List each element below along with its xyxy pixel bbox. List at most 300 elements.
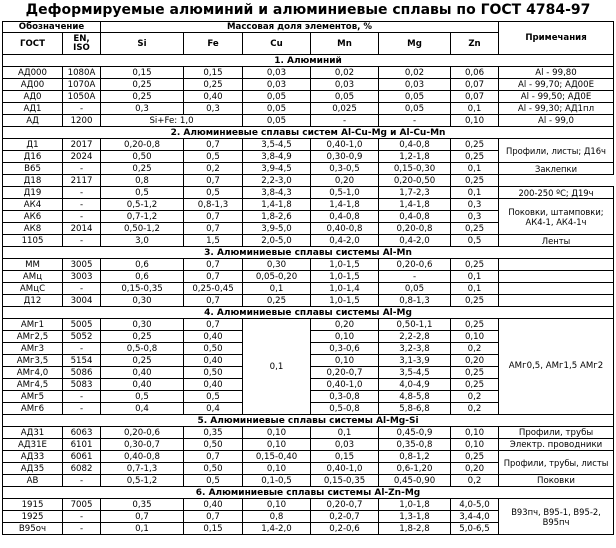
si-cell: 0,30-0,7 xyxy=(101,439,184,451)
zn-cell: 5,0-6,5 xyxy=(451,523,499,535)
note-cell: Al - 99,50; АД0Е xyxy=(499,91,614,103)
mg-cell: 4,8-5,8 xyxy=(379,391,451,403)
table-row xyxy=(3,427,614,439)
mg-cell: 0,20-0,8 xyxy=(379,223,451,235)
note-cell: Al - 99,30; АД1пл xyxy=(499,103,614,115)
si-cell: 0,25 xyxy=(101,91,184,103)
mg-cell: 0,4-0,8 xyxy=(379,211,451,223)
gost-cell: ММ xyxy=(3,259,63,271)
fe-cell: 0,7 xyxy=(184,451,243,463)
si-cell: 0,5 xyxy=(101,391,184,403)
fe-cell: 0,25-0,45 xyxy=(184,283,243,295)
fe-cell: 0,15 xyxy=(184,67,243,79)
note-cell: Профили, трубы xyxy=(499,427,614,439)
en-iso-cell: 6063 xyxy=(63,427,101,439)
gost-cell: 1105 xyxy=(3,235,63,247)
en-iso-cell: 3005 xyxy=(63,259,101,271)
mn-cell: 0,4-2,0 xyxy=(311,235,379,247)
table-row xyxy=(3,139,614,151)
en-iso-cell: - xyxy=(63,163,101,175)
gost-cell: АМг4,5 xyxy=(3,379,63,391)
mg-cell: 0,35-0,8 xyxy=(379,439,451,451)
table-row xyxy=(3,187,614,199)
mn-cell: 0,20-0,7 xyxy=(311,499,379,511)
zn-cell: 0,2 xyxy=(451,343,499,355)
mg-cell: - xyxy=(379,115,451,127)
cu-cell: 3,8-4,9 xyxy=(243,151,311,163)
fe-cell: 0,40 xyxy=(184,91,243,103)
en-iso-cell: 5005 xyxy=(63,319,101,331)
mn-cell: 0,1 xyxy=(311,427,379,439)
fe-cell: 0,40 xyxy=(184,379,243,391)
table-row xyxy=(3,259,614,271)
cu-cell: 0,1 xyxy=(243,319,311,415)
cu-cell: 0,03 xyxy=(243,79,311,91)
zn-cell: 0,2 xyxy=(451,475,499,487)
zn-cell: 3,4-4,0 xyxy=(451,511,499,523)
mn-cell: 0,15-0,35 xyxy=(311,475,379,487)
header-cu: Cu xyxy=(243,33,311,55)
zn-cell: 0,25 xyxy=(451,139,499,151)
cu-cell: 0,05 xyxy=(243,103,311,115)
si-cell: 0,5-0,8 xyxy=(101,343,184,355)
fe-cell: 0,8-1,3 xyxy=(184,199,243,211)
table-body xyxy=(3,55,614,535)
gost-cell: АД31 xyxy=(3,427,63,439)
header-zn: Zn xyxy=(451,33,499,55)
si-cell: 0,50-1,2 xyxy=(101,223,184,235)
note-cell: Заклепки xyxy=(499,163,614,175)
fe-cell: 0,7 xyxy=(184,295,243,307)
si-cell: 0,15 xyxy=(101,67,184,79)
si-cell: 0,20-0,6 xyxy=(101,427,184,439)
table-row xyxy=(3,271,614,283)
note-cell xyxy=(499,295,614,307)
fe-cell: 0,7 xyxy=(184,175,243,187)
note-cell: АМг0,5, АМг1,5 АМг2 xyxy=(499,319,614,415)
en-iso-cell: 7005 xyxy=(63,499,101,511)
mg-cell: 4,0-4,9 xyxy=(379,379,451,391)
si-cell: 0,5-1,2 xyxy=(101,475,184,487)
zn-cell: 0,25 xyxy=(451,151,499,163)
table-row xyxy=(3,115,614,127)
en-iso-cell: - xyxy=(63,511,101,523)
mg-cell: 1,2-1,8 xyxy=(379,151,451,163)
mn-cell: 0,03 xyxy=(311,79,379,91)
si-cell: 0,40-0,8 xyxy=(101,451,184,463)
table-row xyxy=(3,103,614,115)
note-cell: Ленты xyxy=(499,235,614,247)
section-title-row xyxy=(3,247,614,259)
en-iso-cell: 2024 xyxy=(63,151,101,163)
header-mn: Mn xyxy=(311,33,379,55)
mn-cell: 0,20-0,7 xyxy=(311,367,379,379)
note-cell: Поковки, штамповки; АК4-1, АК4-1ч xyxy=(499,199,614,235)
gost-cell: 1925 xyxy=(3,511,63,523)
si-cell: 0,35 xyxy=(101,499,184,511)
fe-cell: 0,5 xyxy=(184,391,243,403)
mn-cell: 0,05 xyxy=(311,91,379,103)
table-row xyxy=(3,175,614,187)
zn-cell: 0,1 xyxy=(451,271,499,283)
mg-cell: 0,6-1,20 xyxy=(379,463,451,475)
si-cell: 0,20-0,8 xyxy=(101,139,184,151)
cu-cell: 0,25 xyxy=(243,295,311,307)
si-cell: 0,3 xyxy=(101,103,184,115)
gost-cell: АД31Е xyxy=(3,439,63,451)
mn-cell: 1,0-1,5 xyxy=(311,295,379,307)
mg-cell: 0,20-0,50 xyxy=(379,175,451,187)
section-title-row xyxy=(3,307,614,319)
zn-cell: 0,25 xyxy=(451,367,499,379)
si-cell: 0,40 xyxy=(101,379,184,391)
zn-cell: 0,25 xyxy=(451,451,499,463)
note-cell: Al - 99,80 xyxy=(499,67,614,79)
mg-cell: 0,8-1,3 xyxy=(379,295,451,307)
table-row xyxy=(3,319,614,331)
gost-cell: АК6 xyxy=(3,211,63,223)
si-cell: 0,25 xyxy=(101,163,184,175)
mg-cell: 3,2-3,8 xyxy=(379,343,451,355)
gost-cell: В65 xyxy=(3,163,63,175)
zn-cell: 0,25 xyxy=(451,379,499,391)
zn-cell: 0,5 xyxy=(451,235,499,247)
en-iso-cell: - xyxy=(63,103,101,115)
zn-cell: 0,2 xyxy=(451,403,499,415)
zn-cell: 0,1 xyxy=(451,163,499,175)
note-cell: Al - 99,70; АД00Е xyxy=(499,79,614,91)
table-row xyxy=(3,283,614,295)
fe-cell: 0,3 xyxy=(184,103,243,115)
mg-cell: 1,8-2,8 xyxy=(379,523,451,535)
en-iso-cell: 2014 xyxy=(63,223,101,235)
header-notes: Примечания xyxy=(499,22,614,55)
section-title: 2. Алюминиевые сплавы систем Al-Cu-Mg и Al-Cu-Mn xyxy=(3,127,614,139)
en-iso-cell: 5083 xyxy=(63,379,101,391)
gost-cell: Д18 xyxy=(3,175,63,187)
si-cell: 0,7-1,2 xyxy=(101,211,184,223)
mg-cell: 3,5-4,5 xyxy=(379,367,451,379)
header-gost: ГОСТ xyxy=(3,33,63,55)
fe-cell: 0,5 xyxy=(184,475,243,487)
mn-cell: 0,40-1,0 xyxy=(311,463,379,475)
cu-cell: 3,8-4,3 xyxy=(243,187,311,199)
zn-cell: 0,25 xyxy=(451,259,499,271)
mn-cell: 0,03 xyxy=(311,439,379,451)
si-cell: 0,15-0,35 xyxy=(101,283,184,295)
en-iso-cell: 3003 xyxy=(63,271,101,283)
gost-cell: 1915 xyxy=(3,499,63,511)
si-cell: 0,5 xyxy=(101,187,184,199)
gost-cell: АД33 xyxy=(3,451,63,463)
gost-cell: В95оч xyxy=(3,523,63,535)
gost-cell: АМг6 xyxy=(3,403,63,415)
table-row xyxy=(3,235,614,247)
mn-cell: 1,0-1,4 xyxy=(311,283,379,295)
en-iso-cell: - xyxy=(63,283,101,295)
table-row xyxy=(3,499,614,511)
mg-cell: 0,8-1,2 xyxy=(379,451,451,463)
mg-cell: - xyxy=(379,271,451,283)
cu-cell: 0,03 xyxy=(243,67,311,79)
si-cell: 0,30 xyxy=(101,319,184,331)
fe-cell: 0,7 xyxy=(184,139,243,151)
section-title-row xyxy=(3,415,614,427)
mn-cell: 0,20 xyxy=(311,319,379,331)
table-row xyxy=(3,67,614,79)
fe-cell: 0,7 xyxy=(184,211,243,223)
note-cell xyxy=(499,259,614,271)
cu-cell: 3,5-4,5 xyxy=(243,139,311,151)
gost-cell: Д19 xyxy=(3,187,63,199)
cu-cell: 0,05 xyxy=(243,91,311,103)
mn-cell: 0,40-0,8 xyxy=(311,223,379,235)
en-iso-cell: 3004 xyxy=(63,295,101,307)
si-cell: 0,8 xyxy=(101,175,184,187)
mn-cell: 0,4-0,8 xyxy=(311,211,379,223)
mg-cell: 0,4-0,8 xyxy=(379,139,451,151)
mg-cell: 0,05 xyxy=(379,283,451,295)
en-iso-cell: 5052 xyxy=(63,331,101,343)
fe-cell: 0,15 xyxy=(184,523,243,535)
fe-cell: 0,40 xyxy=(184,499,243,511)
mg-cell: 3,1-3,9 xyxy=(379,355,451,367)
fe-cell: 0,50 xyxy=(184,439,243,451)
mn-cell: 1,0-1,5 xyxy=(311,259,379,271)
en-iso-cell: - xyxy=(63,403,101,415)
mg-cell: 0,05 xyxy=(379,91,451,103)
en-iso-cell: 1080A xyxy=(63,67,101,79)
mn-cell: 0,40-1,0 xyxy=(311,379,379,391)
section-title-row xyxy=(3,487,614,499)
section-title: 6. Алюминиевые сплавы системы Al-Zn-Mg xyxy=(3,487,614,499)
section-title: 1. Алюминий xyxy=(3,55,614,67)
mn-cell: 0,3-0,5 xyxy=(311,163,379,175)
mg-cell: 1,4-1,8 xyxy=(379,199,451,211)
en-iso-cell: - xyxy=(63,475,101,487)
si-cell: 0,50 xyxy=(101,151,184,163)
fe-cell: 0,50 xyxy=(184,367,243,379)
zn-cell: 0,25 xyxy=(451,295,499,307)
cu-cell: 0,10 xyxy=(243,427,311,439)
mg-cell: 0,03 xyxy=(379,79,451,91)
fe-cell: 0,2 xyxy=(184,163,243,175)
cu-cell: 0,10 xyxy=(243,499,311,511)
si-cell: 0,5-1,2 xyxy=(101,199,184,211)
en-iso-cell: 6082 xyxy=(63,463,101,475)
section-title: 3. Алюминиевые сплавы системы Al-Mn xyxy=(3,247,614,259)
zn-cell: 0,2 xyxy=(451,391,499,403)
header-fe: Fe xyxy=(184,33,243,55)
en-iso-cell: 6101 xyxy=(63,439,101,451)
section-title-row xyxy=(3,127,614,139)
si-fe-cell: Si+Fe: 1,0 xyxy=(101,115,243,127)
header-en-iso: EN, ISO xyxy=(63,33,101,55)
mg-cell: 0,20-0,6 xyxy=(379,259,451,271)
en-iso-cell: 5154 xyxy=(63,355,101,367)
gost-cell: АД1 xyxy=(3,103,63,115)
gost-cell: АМг5 xyxy=(3,391,63,403)
note-cell: Профили, листы; Д16ч xyxy=(499,139,614,163)
cu-cell: 1,4-1,8 xyxy=(243,199,311,211)
zn-cell: 0,20 xyxy=(451,355,499,367)
note-cell: Электр. проводники xyxy=(499,439,614,451)
gost-cell: АК8 xyxy=(3,223,63,235)
table-row xyxy=(3,475,614,487)
cu-cell: 0,05-0,20 xyxy=(243,271,311,283)
gost-cell: АВ xyxy=(3,475,63,487)
zn-cell: 0,10 xyxy=(451,427,499,439)
en-iso-cell: 1050A xyxy=(63,91,101,103)
mg-cell: 1,0-1,8 xyxy=(379,499,451,511)
cu-cell: 1,8-2,6 xyxy=(243,211,311,223)
gost-cell: АМц xyxy=(3,271,63,283)
mn-cell: 0,10 xyxy=(311,331,379,343)
gost-cell: АМцС xyxy=(3,283,63,295)
fe-cell: 0,7 xyxy=(184,319,243,331)
table-row xyxy=(3,163,614,175)
si-cell: 0,30 xyxy=(101,295,184,307)
fe-cell: 0,40 xyxy=(184,331,243,343)
en-iso-cell: - xyxy=(63,391,101,403)
fe-cell: 0,50 xyxy=(184,343,243,355)
en-iso-cell: - xyxy=(63,235,101,247)
mn-cell: 0,2-0,6 xyxy=(311,523,379,535)
table-row xyxy=(3,439,614,451)
cu-cell: 2,2-3,0 xyxy=(243,175,311,187)
zn-cell: 4,0-5,0 xyxy=(451,499,499,511)
mn-cell: 0,30-0,9 xyxy=(311,151,379,163)
gost-cell: АК4 xyxy=(3,199,63,211)
cu-cell: 0,30 xyxy=(243,259,311,271)
en-iso-cell: 1200 xyxy=(63,115,101,127)
mn-cell: 0,025 xyxy=(311,103,379,115)
si-cell: 0,6 xyxy=(101,259,184,271)
note-cell: Профили, трубы, листы xyxy=(499,451,614,475)
note-cell: Al - 99,0 xyxy=(499,115,614,127)
cu-cell: 0,10 xyxy=(243,463,311,475)
mg-cell: 5,8-6,8 xyxy=(379,403,451,415)
zn-cell: 0,3 xyxy=(451,211,499,223)
table-row xyxy=(3,451,614,463)
cu-cell: 0,1 xyxy=(243,283,311,295)
fe-cell: 0,5 xyxy=(184,187,243,199)
mn-cell: 0,3-0,8 xyxy=(311,391,379,403)
si-cell: 0,7 xyxy=(101,511,184,523)
note-cell: В93пч, В95-1, В95-2, В95пч xyxy=(499,499,614,535)
gost-cell: АМг2,5 xyxy=(3,331,63,343)
cu-cell: 2,0-5,0 xyxy=(243,235,311,247)
en-iso-cell: - xyxy=(63,343,101,355)
mn-cell: 0,02 xyxy=(311,67,379,79)
zn-cell: 0,06 xyxy=(451,67,499,79)
gost-cell: Д16 xyxy=(3,151,63,163)
mn-cell: 0,3-0,6 xyxy=(311,343,379,355)
cu-cell: 0,10 xyxy=(243,439,311,451)
mn-cell: 0,20 xyxy=(311,175,379,187)
fe-cell: 0,35 xyxy=(184,427,243,439)
zn-cell: 0,07 xyxy=(451,91,499,103)
cu-cell: 1,4-2,0 xyxy=(243,523,311,535)
table-row xyxy=(3,79,614,91)
mg-cell: 1,3-1,8 xyxy=(379,511,451,523)
gost-cell: АМг4,0 xyxy=(3,367,63,379)
zn-cell: 0,20 xyxy=(451,463,499,475)
mn-cell: - xyxy=(311,115,379,127)
si-cell: 0,1 xyxy=(101,523,184,535)
fe-cell: 0,25 xyxy=(184,79,243,91)
zn-cell: 0,07 xyxy=(451,79,499,91)
zn-cell: 0,10 xyxy=(451,439,499,451)
mg-cell: 0,05 xyxy=(379,103,451,115)
cu-cell: 3,9-5,0 xyxy=(243,223,311,235)
section-title-row xyxy=(3,55,614,67)
en-iso-cell: 6061 xyxy=(63,451,101,463)
en-iso-cell: 2117 xyxy=(63,175,101,187)
section-title: 5. Алюминиевые сплавы системы Al-Mg-Si xyxy=(3,415,614,427)
cu-cell: 0,15-0,40 xyxy=(243,451,311,463)
gost-cell: Д1 xyxy=(3,139,63,151)
en-iso-cell: - xyxy=(63,211,101,223)
note-cell xyxy=(499,271,614,283)
zn-cell: 0,10 xyxy=(451,115,499,127)
zn-cell: 0,25 xyxy=(451,175,499,187)
en-iso-cell: 1070A xyxy=(63,79,101,91)
mn-cell: 1,4-1,8 xyxy=(311,199,379,211)
section-title: 4. Алюминиевые сплавы системы Al-Mg xyxy=(3,307,614,319)
cu-cell: 0,1-0,5 xyxy=(243,475,311,487)
en-iso-cell: - xyxy=(63,187,101,199)
header-mass-fraction: Массовая доля элементов, % xyxy=(101,22,499,33)
fe-cell: 0,4 xyxy=(184,403,243,415)
table-row xyxy=(3,199,614,211)
mn-cell: 0,5-1,0 xyxy=(311,187,379,199)
si-cell: 0,4 xyxy=(101,403,184,415)
mg-cell: 0,4-2,0 xyxy=(379,235,451,247)
zn-cell: 0,3 xyxy=(451,199,499,211)
en-iso-cell: - xyxy=(63,199,101,211)
alloy-table xyxy=(2,21,614,535)
en-iso-cell: - xyxy=(63,523,101,535)
cu-cell: 3,9-4,5 xyxy=(243,163,311,175)
note-cell xyxy=(499,283,614,295)
header-row xyxy=(3,22,614,33)
mn-cell: 0,40-1,0 xyxy=(311,139,379,151)
zn-cell: 0,1 xyxy=(451,283,499,295)
gost-cell: АД00 xyxy=(3,79,63,91)
zn-cell: 0,1 xyxy=(451,103,499,115)
cu-cell: 0,05 xyxy=(243,115,311,127)
note-cell: 200-250 ºС; Д19ч xyxy=(499,187,614,199)
gost-cell: АД xyxy=(3,115,63,127)
header-si: Si xyxy=(101,33,184,55)
gost-cell: Д12 xyxy=(3,295,63,307)
si-cell: 0,40 xyxy=(101,367,184,379)
fe-cell: 0,7 xyxy=(184,223,243,235)
gost-cell: АД000 xyxy=(3,67,63,79)
en-iso-cell: 5086 xyxy=(63,367,101,379)
mg-cell: 0,15-0,30 xyxy=(379,163,451,175)
si-cell: 0,25 xyxy=(101,355,184,367)
si-cell: 0,25 xyxy=(101,79,184,91)
mg-cell: 0,50-1,1 xyxy=(379,319,451,331)
zn-cell: 0,1 xyxy=(451,187,499,199)
gost-cell: АМг1 xyxy=(3,319,63,331)
zn-cell: 0,10 xyxy=(451,331,499,343)
mn-cell: 0,5-0,8 xyxy=(311,403,379,415)
mg-cell: 0,45-0,9 xyxy=(379,427,451,439)
zn-cell: 0,25 xyxy=(451,319,499,331)
